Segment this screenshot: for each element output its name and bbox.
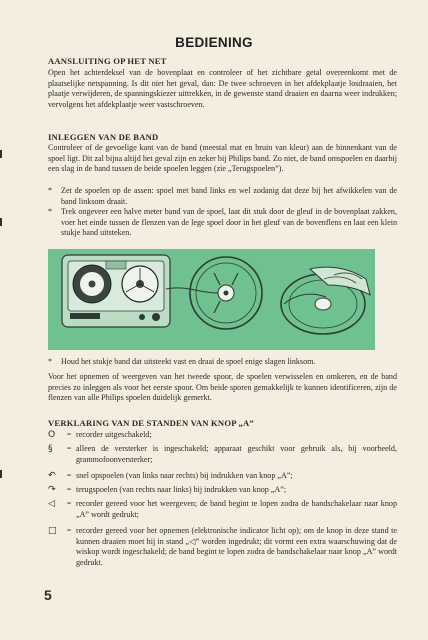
- legend-item: [48, 444, 397, 466]
- tape-loading-illustration: [48, 249, 375, 350]
- page-title: BEDIENING: [175, 35, 253, 50]
- margin-mark: [0, 470, 2, 478]
- rewind-icon: ↷: [48, 484, 56, 495]
- margin-mark: [0, 150, 2, 158]
- bullet-text: Houd het stukje band dat uitsteekt vast en draai de spoel enige slagen linksom.: [61, 357, 316, 366]
- equals-sign: =: [66, 444, 72, 453]
- legend-text: recorder gereed voor het weergeven; de band begint te lopen zodra de bandschakelaar naar knop „A” wordt gedrukt;: [76, 499, 397, 519]
- legend-item: [48, 471, 397, 482]
- paragraph-aansluiting: Open het achterdeksel van de bovenplaat en controleer of het zichtbare getal overeenkomt met de plaatselijke netspanning. Is dit niet het geval, dan: De twee schroeven in het afdekplaatje losdraaien, het plaatje verwijderen, de spanningskiezer uittrekken, in de gewenste stand draaien en daarna weer indrukken; vervolgens het afdekplaatje weer vastschroeven.: [48, 68, 397, 110]
- equals-sign: =: [66, 526, 72, 535]
- paragraph-tweede-spoor: Voor het opnemen of weergeven van het tweede spoor, de spoelen verwisselen en omkeren, en de band precies zo inleggen als voor het eerste spoor. Om beide sporen gemakkelijk te kunnen identificeren, zijn de flenzen van alle Philips spoelen duidelijk gemerkt.: [48, 372, 397, 403]
- playback-icon: ◁: [48, 498, 56, 509]
- bullet-text: Zet de spoelen op de assen: spoel met band links en wel zodanig dat deze bij het afwikkelen van de band linksom draait.: [61, 186, 397, 206]
- legend-text: recorder uitgeschakeld;: [76, 430, 152, 439]
- bullet-mark: *: [48, 186, 53, 195]
- section-heading-inleggen: INLEGGEN VAN DE BAND: [48, 132, 159, 142]
- legend-item: [48, 485, 397, 496]
- legend-item: [48, 526, 397, 581]
- bullet-item: [48, 186, 397, 207]
- equals-sign: =: [66, 485, 72, 494]
- bullet-mark: *: [48, 207, 53, 216]
- paragraph-inleggen: Controleer of de gevoelige kant van de band (meestal mat en bruin van kleur) aan de binnenkant van de spoel ligt. Dit zal bijna altijd het geval zijn en zeker bij Philips band. Zo niet, de band omspoelen en daarbij een slag in de band tussen de beide spoelen leggen (zie „Terugspoelen”).: [48, 143, 397, 174]
- illustration-svg: [48, 249, 375, 350]
- bullet-mark: *: [48, 357, 53, 366]
- record-icon: □: [48, 525, 57, 536]
- section-heading-verklaring: VERKLARING VAN DE STANDEN VAN KNOP „A”: [48, 418, 254, 428]
- legend-text: alleen de versterker is ingeschakeld; apparaat geschikt voor gebruik als, bij voorbeeld, grammofoonversterker;: [76, 444, 397, 464]
- margin-mark: [0, 218, 2, 226]
- equals-sign: =: [66, 471, 72, 480]
- legend-text: recorder gereed voor het opnemen (elektronische indicator licht op); om de knop in deze stand te kunnen draaien moet hij in stand „◁” worden ingedrukt; dit vormt een extra waarschuwing dat de wiskop wordt ingeschakeld; de band begint te lopen zodra de bandschakelaar naar knop „A” wordt gedrukt.: [76, 526, 397, 568]
- legend-item: [48, 430, 397, 441]
- page-number: 5: [44, 587, 52, 603]
- legend-text: terugspoelen (van rechts naar links) bij indrukken van knop „A”;: [76, 485, 287, 494]
- fast-forward-icon: ↶: [48, 470, 56, 481]
- amplifier-position-icon: §: [48, 443, 53, 454]
- bullet-item: [48, 207, 397, 239]
- bullet-item: [48, 357, 397, 368]
- position-off-icon: O: [48, 429, 56, 440]
- legend-item: [48, 499, 397, 521]
- section-heading-aansluiting: AANSLUITING OP HET NET: [48, 56, 167, 66]
- equals-sign: =: [66, 430, 72, 439]
- legend-text: snel opspoelen (van links naar rechts) bij indrukken van knop „A”;: [76, 471, 293, 480]
- bullet-text: Trek ongeveer een halve meter band van de spoel, laat dit stuk door de gleuf in de bovenplaat zakken, voer het einde tussen de flenzen van de lege spoel door in het gleuf van de bovenflens en laat een klein stukje band uitsteken.: [61, 207, 397, 238]
- equals-sign: =: [66, 499, 72, 508]
